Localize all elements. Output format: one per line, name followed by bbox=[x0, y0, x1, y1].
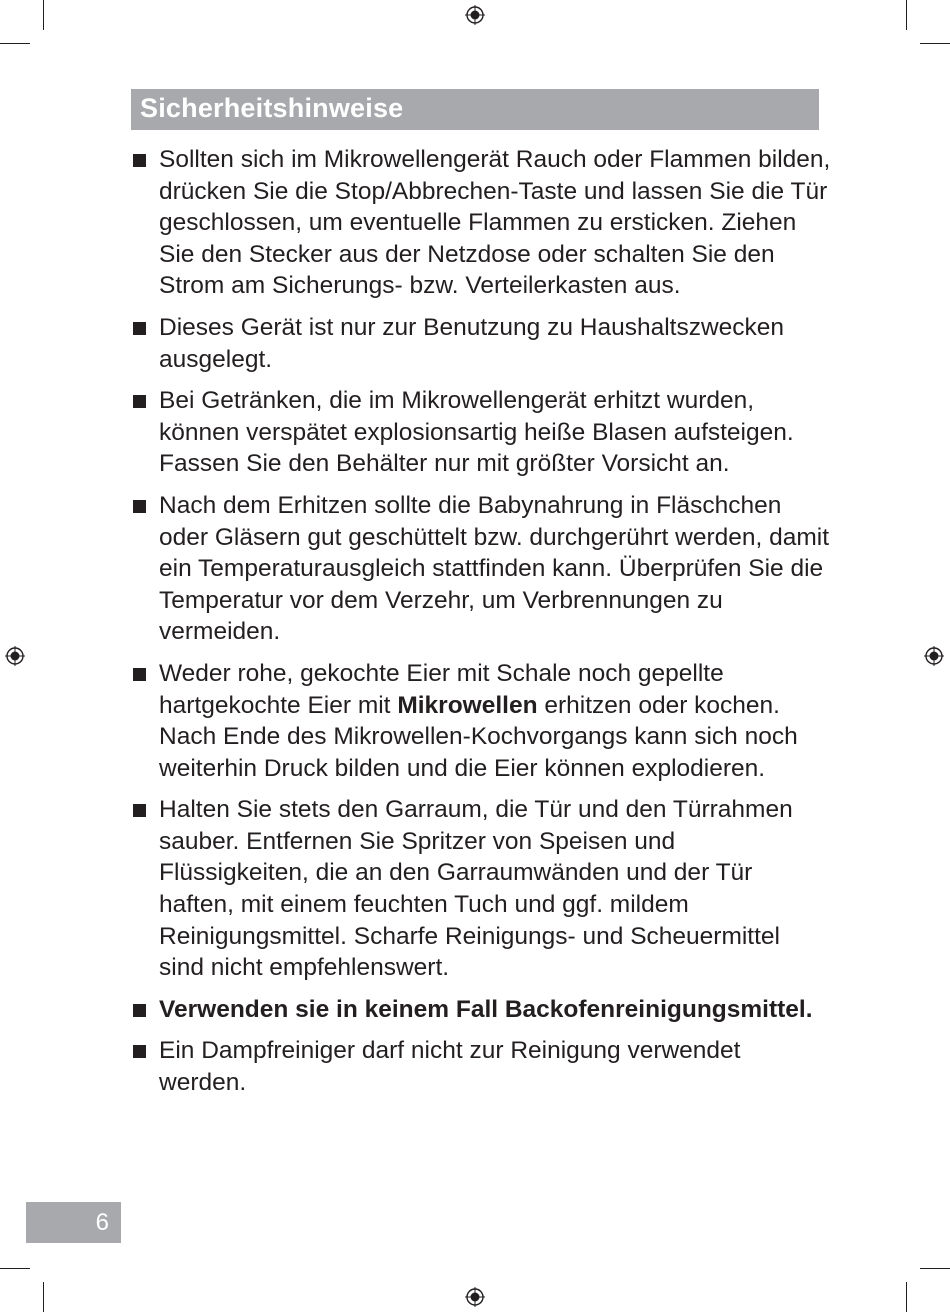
list-item bbox=[131, 658, 831, 784]
square-bullet-icon bbox=[133, 500, 146, 513]
square-bullet-icon bbox=[133, 804, 146, 817]
list-item-text: Bei Getränken, die im Mikrowellengerät erhitzt wurden, können verspätet explosionsartig heiße Blasen aufsteigen. Fassen Sie den Behälter nur mit größter Vorsicht an. bbox=[159, 387, 794, 478]
section-title: Sicherheitshinweise bbox=[140, 93, 404, 123]
crop-mark-top-left-v bbox=[43, 0, 44, 30]
crop-mark-bottom-left-h bbox=[0, 1268, 30, 1269]
registration-mark-top-icon bbox=[465, 5, 485, 25]
registration-mark-left-icon bbox=[5, 646, 25, 666]
page-number: 6 bbox=[95, 1209, 109, 1236]
crop-mark-bottom-right-v bbox=[906, 1282, 907, 1312]
registration-mark-bottom-icon bbox=[465, 1287, 485, 1307]
list-item bbox=[131, 794, 831, 984]
list-item-text: Halten Sie stets den Garraum, die Tür und den Türrahmen sauber. Entfernen Sie Spritzer von Speisen und Flüssigkeiten, die an den Garraumwänden und der Tür haften, mit einem feuchten Tuch und ggf. mildem Reinigungsmittel. Scharfe Reinigungs- und Scheuermittel sind nicht empfehlenswert. bbox=[159, 796, 793, 982]
list-item bbox=[131, 144, 831, 302]
safety-instructions-list bbox=[131, 144, 831, 1109]
registration-mark-right-icon bbox=[924, 646, 944, 666]
list-item bbox=[131, 312, 831, 375]
list-item-text: Nach dem Erhitzen sollte die Babynahrung in Fläschchen oder Gläsern gut geschüttelt bzw. durchgerührt werden, damit ein Temperaturausgleich stattfinden kann. Überprüfen Sie die Temperatur vor dem Verzehr, um Verbrennungen zu vermeiden. bbox=[159, 491, 830, 646]
crop-mark-top-right-v bbox=[906, 0, 907, 30]
square-bullet-icon bbox=[133, 322, 146, 335]
list-item-text bbox=[159, 658, 831, 784]
square-bullet-icon bbox=[133, 1004, 146, 1017]
square-bullet-icon bbox=[133, 1045, 146, 1058]
list-item-text: Sollten sich im Mikrowellengerät Rauch oder Flammen bilden, drücken Sie die Stop/Abbrechen-Taste und lassen Sie die Tür geschlossen, um eventuelle Flammen zu ersticken. Ziehen Sie den Stecker aus der Netzdose oder schalten Sie den Strom am Sicherungs- bzw. Verteilerkasten aus. bbox=[159, 146, 831, 300]
crop-mark-bottom-right-h bbox=[920, 1268, 950, 1269]
crop-mark-top-left-h bbox=[0, 43, 30, 44]
list-item-text: Verwenden sie in keinem Fall Backofenreinigungsmittel. bbox=[159, 995, 813, 1023]
list-item-warning bbox=[131, 994, 831, 1026]
list-item-text: Dieses Gerät ist nur zur Benutzung zu Haushaltszwecken ausgelegt. bbox=[159, 313, 785, 373]
crop-mark-bottom-left-v bbox=[43, 1282, 44, 1312]
list-item-text: Ein Dampfreiniger darf nicht zur Reinigung verwendet werden. bbox=[159, 1037, 741, 1097]
page-number-box bbox=[26, 1202, 121, 1243]
list-item-text-part: Weder rohe, gekochte Eier mit Schale noch gepellte hartgekochte Eier mit bbox=[159, 659, 724, 719]
square-bullet-icon bbox=[133, 154, 146, 167]
square-bullet-icon bbox=[133, 395, 146, 408]
list-item bbox=[131, 1035, 831, 1098]
crop-mark-top-right-h bbox=[920, 43, 950, 44]
list-item bbox=[131, 490, 831, 648]
square-bullet-icon bbox=[133, 668, 146, 681]
section-heading-bar bbox=[131, 89, 819, 130]
emphasized-term: Mikrowellen bbox=[397, 691, 538, 719]
list-item-text-part: erhitzen oder kochen. Nach Ende des Mikrowellen-Kochvorgangs kann sich noch weiterhin Druck bilden und die Eier können explodieren. bbox=[159, 691, 798, 782]
list-item bbox=[131, 385, 831, 480]
